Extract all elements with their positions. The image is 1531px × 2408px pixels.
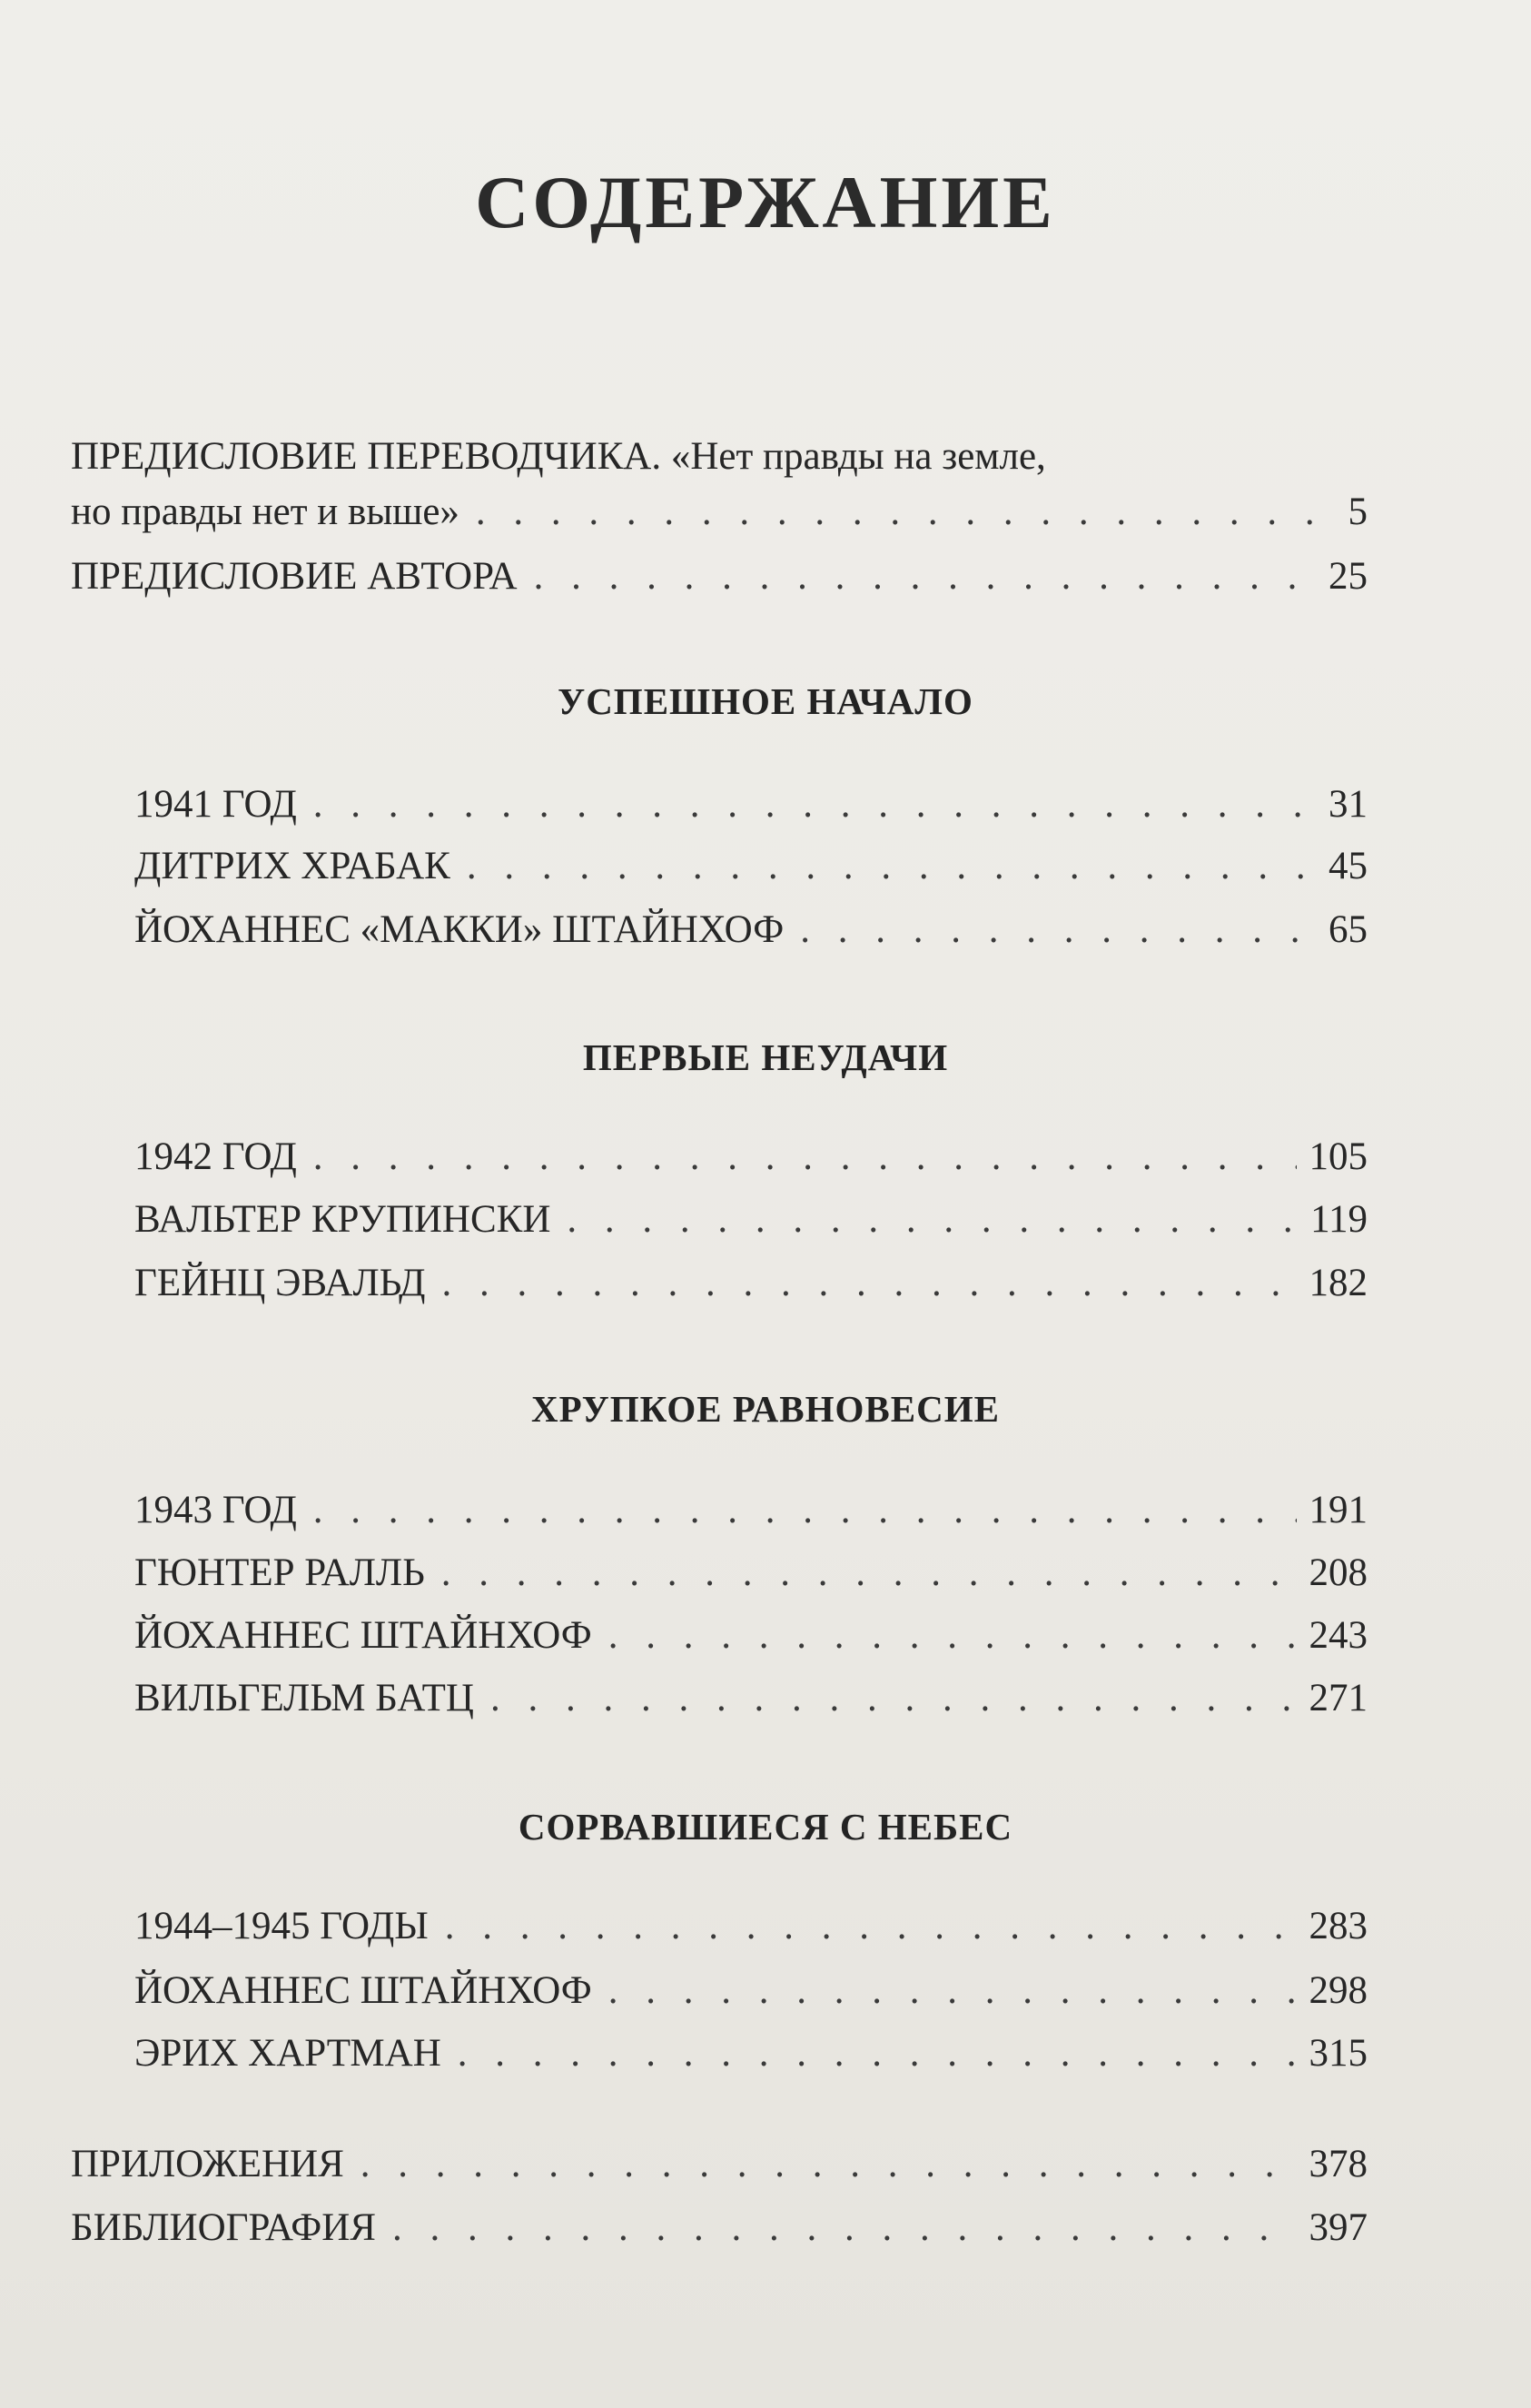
- toc-entry: [134, 782, 1368, 827]
- toc-entry: [134, 1488, 1368, 1532]
- dot-leader: [361, 2142, 1297, 2186]
- toc-entry: [134, 1135, 1368, 1179]
- dot-leader: [490, 1676, 1297, 1720]
- entry-title: ГЮНТЕР РАЛЛЬ: [134, 1551, 425, 1594]
- dot-leader: [567, 1197, 1298, 1242]
- entry-title: ЭРИХ ХАРТМАН: [134, 2032, 441, 2075]
- toc-entry: [134, 1968, 1368, 2013]
- page-number: 105: [1309, 1135, 1368, 1178]
- entry-title: ЙОХАННЕС «МАККИ» ШТАЙНХОФ: [134, 908, 785, 951]
- entry-title: ПРИЛОЖЕНИЯ: [71, 2143, 344, 2185]
- dot-leader: [467, 844, 1316, 888]
- dot-leader: [534, 554, 1316, 599]
- entry-title: ВАЛЬТЕР КРУПИНСКИ: [134, 1198, 551, 1241]
- translator-preface-caps: ПРЕДИСЛОВИЕ ПЕРЕВОДЧИКА.: [71, 435, 662, 478]
- page-number: 119: [1310, 1198, 1368, 1241]
- toc-entry: [134, 1261, 1368, 1305]
- page-number: 45: [1329, 845, 1368, 887]
- dot-leader: [392, 2205, 1297, 2250]
- page-number: 397: [1309, 2206, 1368, 2249]
- toc-entry-author-preface: [71, 554, 1368, 599]
- dot-leader: [800, 907, 1316, 952]
- entry-title: 1941 ГОД: [134, 783, 297, 826]
- entry-title: ВИЛЬГЕЛЬМ БАТЦ: [134, 1677, 474, 1719]
- toc-entry: [134, 2031, 1368, 2076]
- page-number: 208: [1309, 1551, 1368, 1594]
- translator-preface-quote-start: «Нет правды на земле,: [670, 435, 1046, 478]
- dot-leader: [313, 782, 1316, 827]
- page-number: 31: [1329, 783, 1368, 826]
- section-heading: ХРУПКОЕ РАВНОВЕСИЕ: [531, 1388, 1000, 1430]
- toc-entry: [134, 1197, 1368, 1242]
- toc-entry: [134, 844, 1368, 888]
- page-number: 5: [1348, 491, 1368, 533]
- page-number: 65: [1329, 908, 1368, 951]
- page-number: 283: [1309, 1905, 1368, 1947]
- toc-entry: [134, 1551, 1368, 1595]
- dot-leader: [445, 1904, 1297, 1948]
- dot-leader: [608, 1613, 1297, 1658]
- toc-entry-appendices: [71, 2142, 1368, 2186]
- dot-leader: [313, 1488, 1297, 1532]
- entry-title: ЙОХАННЕС ШТАЙНХОФ: [134, 1614, 592, 1657]
- dot-leader: [441, 1551, 1297, 1595]
- section-heading: ПЕРВЫЕ НЕУДАЧИ: [582, 1036, 949, 1078]
- page-number: 315: [1309, 2032, 1368, 2075]
- toc-entry-translator-preface: [71, 490, 1368, 534]
- entry-title: ГЕЙНЦ ЭВАЛЬД: [134, 1262, 426, 1304]
- toc-entry: [134, 1613, 1368, 1658]
- entry-title: 1942 ГОД: [134, 1135, 297, 1178]
- page-number: 378: [1309, 2143, 1368, 2185]
- dot-leader: [313, 1135, 1297, 1179]
- toc-entry-translator-preface-line1: [71, 434, 1046, 479]
- page-number: 25: [1329, 555, 1368, 598]
- entry-title: ДИТРИХ ХРАБАК: [134, 845, 450, 887]
- page-number: 182: [1309, 1262, 1368, 1304]
- toc-entry: [134, 1904, 1368, 1948]
- translator-preface-quote-end: но правды нет и выше»: [71, 491, 459, 533]
- entry-title: 1944–1945 ГОДЫ: [134, 1905, 429, 1947]
- entry-title: 1943 ГОД: [134, 1489, 297, 1531]
- dot-leader: [458, 2031, 1297, 2076]
- page-number: 271: [1309, 1677, 1368, 1719]
- entry-title: БИБЛИОГРАФИЯ: [71, 2206, 376, 2249]
- page-number: 243: [1309, 1614, 1368, 1657]
- toc-entry: [134, 1676, 1368, 1720]
- toc-entry: [134, 907, 1368, 952]
- entry-title: ПРЕДИСЛОВИЕ АВТОРА: [71, 555, 518, 598]
- section-heading: УСПЕШНОЕ НАЧАЛО: [558, 680, 973, 722]
- dot-leader: [608, 1968, 1297, 2013]
- dot-leader: [476, 490, 1336, 534]
- toc-entry-bibliography: [71, 2205, 1368, 2250]
- page-number: 191: [1309, 1489, 1368, 1531]
- entry-title: ЙОХАННЕС ШТАЙНХОФ: [134, 1969, 592, 2012]
- dot-leader: [441, 1261, 1296, 1305]
- page-title: СОДЕРЖАНИЕ: [475, 161, 1056, 243]
- section-heading: СОРВАВШИЕСЯ С НЕБЕС: [518, 1806, 1013, 1848]
- page-number: 298: [1309, 1969, 1368, 2012]
